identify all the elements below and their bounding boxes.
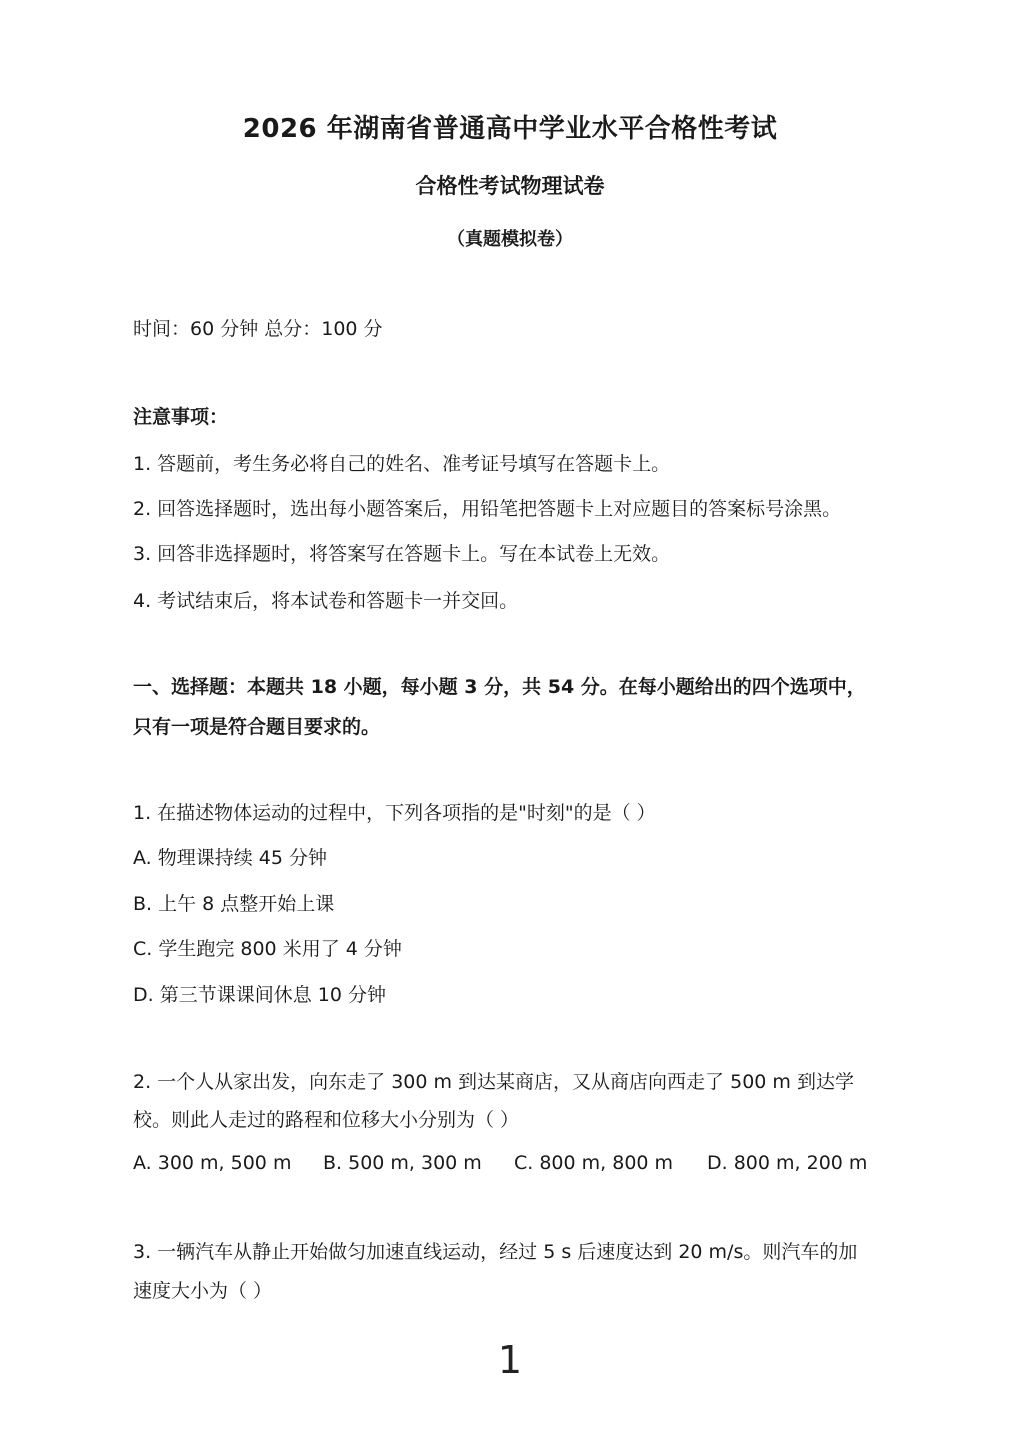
question-2-stem-line-1: 2. 一个人从家出发，向东走了 300 m 到达某商店，又从商店向西走了 500 m 到达学 <box>133 1071 854 1093</box>
question-2-option-a: A. 300 m, 500 m <box>133 1152 292 1174</box>
question-3-stem-line-2: 速度大小为（ ） <box>133 1280 273 1302</box>
question-1-option-a: A. 物理课持续 45 分钟 <box>133 847 327 869</box>
question-1-stem: 1. 在描述物体运动的过程中，下列各项指的是"时刻"的是（ ） <box>133 802 656 824</box>
question-1-option-d: D. 第三节课课间休息 10 分钟 <box>133 984 386 1006</box>
exam-note: （真题模拟卷） <box>447 229 573 250</box>
exam-subtitle: 合格性考试物理试卷 <box>415 174 605 198</box>
section-heading-line-2: 只有一项是符合题目要求的。 <box>133 716 381 738</box>
notice-item-1: 1. 答题前，考生务必将自己的姓名、准考证号填写在答题卡上。 <box>133 453 671 475</box>
notices-heading: 注意事项： <box>133 406 229 428</box>
question-2-option-d: D. 800 m, 200 m <box>707 1152 868 1174</box>
notice-item-2: 2. 回答选择题时，选出每小题答案后，用铅笔把答题卡上对应题目的答案标号涂黑。 <box>133 498 842 520</box>
question-2-option-c: C. 800 m, 800 m <box>514 1152 674 1174</box>
question-2-option-b: B. 500 m, 300 m <box>323 1152 482 1174</box>
question-1-option-c: C. 学生跑完 800 米用了 4 分钟 <box>133 938 402 960</box>
question-2-stem-line-2: 校。则此人走过的路程和位移大小分别为（ ） <box>133 1109 520 1131</box>
exam-title: 2026 年湖南省普通高中学业水平合格性考试 <box>242 114 778 144</box>
exam-info: 时间：60 分钟 总分：100 分 <box>133 318 383 340</box>
question-3-stem-line-1: 3. 一辆汽车从静止开始做匀加速直线运动，经过 5 s 后速度达到 20 m/s。则汽车的加 <box>133 1241 858 1263</box>
question-1-option-b: B. 上午 8 点整开始上课 <box>133 893 335 915</box>
page-number: 1 <box>497 1338 523 1382</box>
notice-item-3: 3. 回答非选择题时，将答案写在答题卡上。写在本试卷上无效。 <box>133 543 671 565</box>
section-heading-line-1: 一、选择题：本题共 18 小题，每小题 3 分，共 54 分。在每小题给出的四个选项中， <box>133 676 866 698</box>
question-2-options <box>133 1152 867 1174</box>
notice-item-4: 4. 考试结束后，将本试卷和答题卡一并交回。 <box>133 590 519 612</box>
